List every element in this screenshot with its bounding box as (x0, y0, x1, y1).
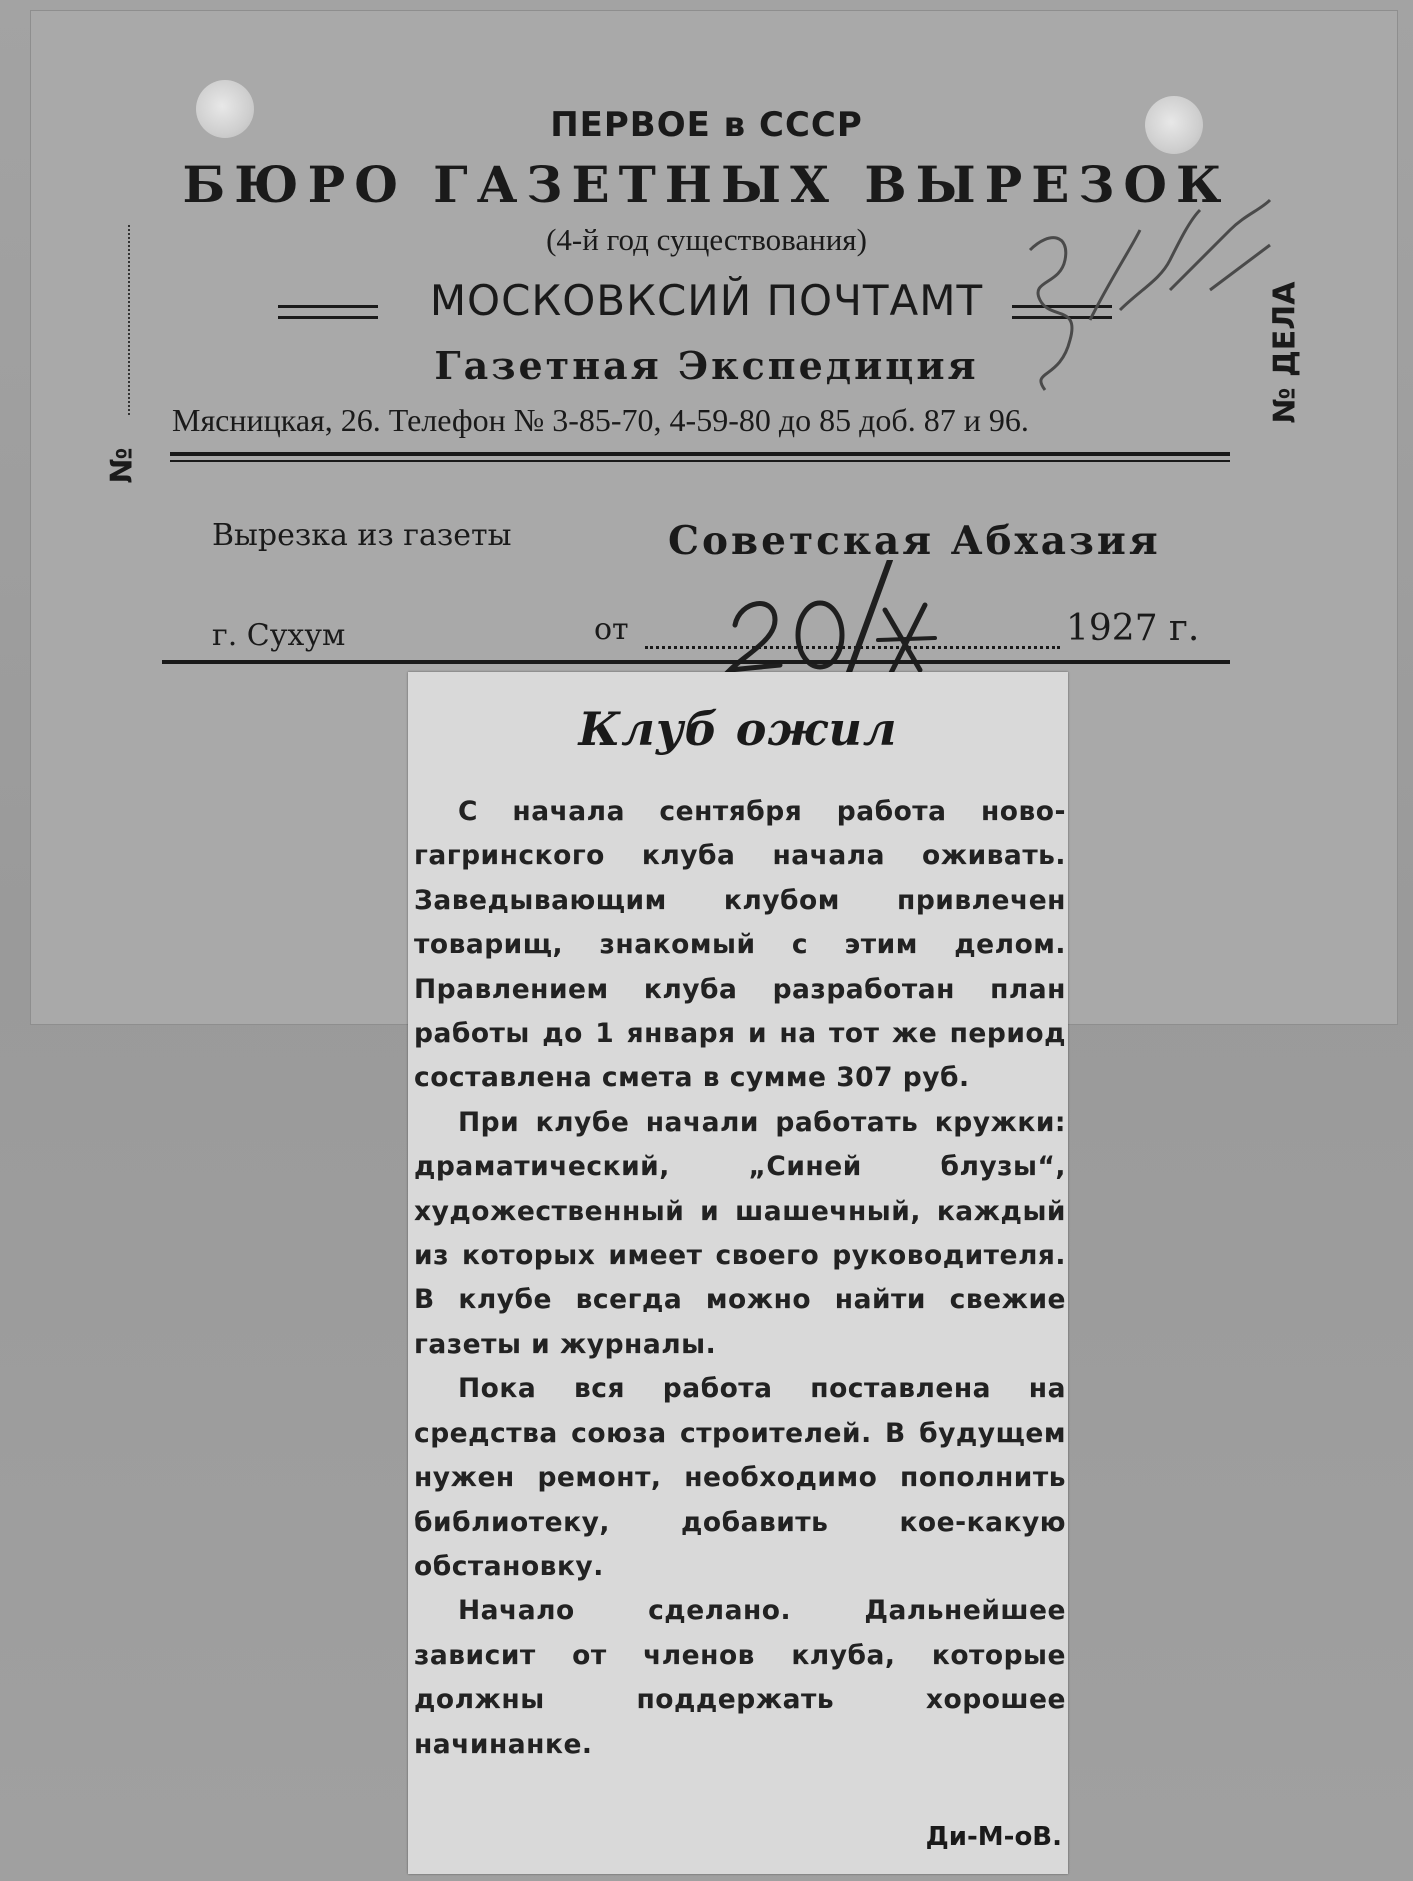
newspaper-clipping (408, 672, 1068, 1874)
article-signature: Ди-М-оВ. (925, 1822, 1062, 1852)
article-paragraph-3: Пока вся работа поставлена на средства союза строителей. В будущем нужен ремонт, необходимо пополнить библиотеку, добавить кое-какую обстановку. (414, 1373, 1066, 1582)
year-line: (4-й год существования) (546, 222, 867, 257)
case-number-label: № ДЕЛА (1267, 281, 1303, 424)
handwritten-note (1010, 190, 1310, 430)
article-paragraph-2: При клубе начали работать кружки: драматический, „Синей блузы“, художественный и шашечный, каждый из которых имеет своего руководителя. В клубе всегда можно найти свежие газеты и журналы. (414, 1106, 1066, 1360)
newspaper-name: Советская Абхазия (668, 518, 1161, 564)
city-label: г. Сухум (212, 618, 346, 653)
address-line: Мясницкая, 26. Телефон № 3-85-70, 4-59-80 до 85 доб. 87 и 96. (172, 402, 1029, 438)
clipping-from-label: Вырезка из газеты (212, 518, 512, 553)
postamt-title: МОСКОВКСИЙ ПОЧТАМТ (429, 276, 984, 325)
date-from-label: от (594, 612, 629, 647)
margin-dotted-line (128, 225, 132, 415)
article-paragraph-1: С начала сентября работа ново-гагринского клуба начала оживать. Заведывающим клубом привлечен товарищ, знакомый с этим делом. Правлением клуба разработан план работы до 1 января и на тот же период составлена смета в сумме 307 руб. (414, 796, 1066, 1094)
year-suffix: 1927 г. (1066, 608, 1200, 649)
expedition-title: Газетная Экспедиция (434, 343, 979, 388)
left-number-label: № (104, 447, 140, 484)
article-body (414, 790, 1066, 1767)
article-paragraph-4: Начало сделано. Дальнейшее зависит от членов клуба, которые должны поддержать хорошее начинанке. (414, 1595, 1066, 1760)
address-rule-thin (170, 460, 1230, 462)
form-bottom-rule (162, 660, 1230, 664)
article-title: Клуб ожил (578, 702, 898, 756)
bureau-title: БЮРО ГАЗЕТНЫХ ВЫРЕЗОК (182, 155, 1231, 214)
header-first-line: ПЕРВОЕ в СССР (550, 105, 863, 145)
address-rule-thick (170, 452, 1230, 456)
